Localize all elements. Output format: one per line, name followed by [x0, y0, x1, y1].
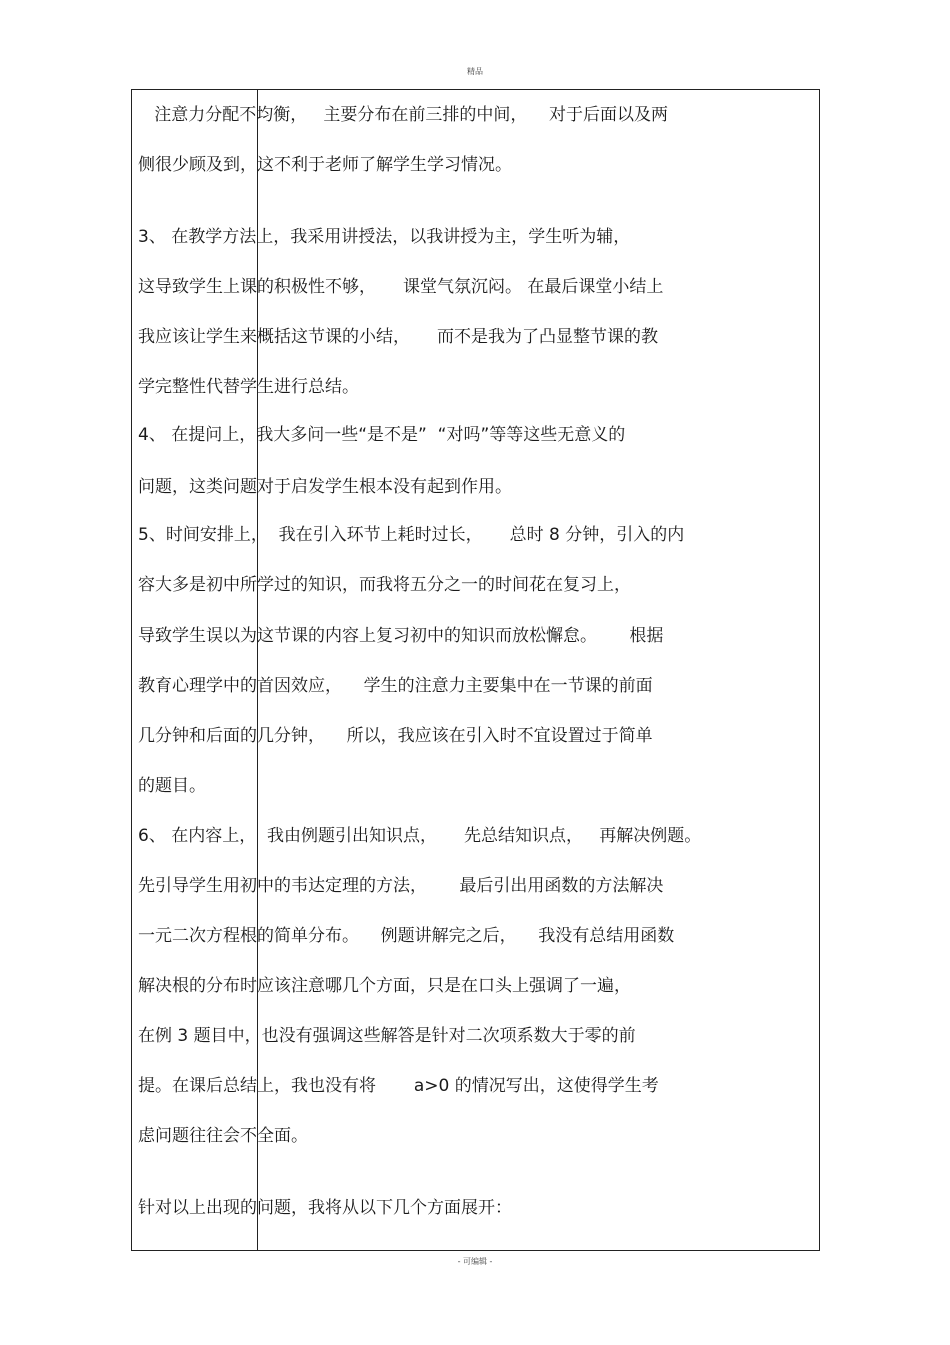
paragraph-line: 解决根的分布时应该注意哪几个方面，只是在口头上强调了一遍， — [138, 976, 631, 996]
paragraph-line: 在例 3 题目中，也没有强调这些解答是针对二次项系数大于零的前 — [138, 1026, 636, 1046]
paragraph-line: 导致学生误以为这节课的内容上复习初中的知识而放松懈怠。 根据 — [138, 626, 664, 646]
paragraph-line: 4、 在提问上，我大多问一些“是不是” “对吗”等等这些无意义的 — [138, 425, 626, 445]
paragraph-line: 几分钟和后面的几分钟， 所以，我应该在引入时不宜设置过于简单 — [138, 726, 653, 746]
paragraph-line: 先引导学生用初中的韦达定理的方法， 最后引出用函数的方法解决 — [138, 876, 664, 896]
paragraph-line: 容大多是初中所学过的知识，而我将五分之一的时间花在复习上， — [138, 575, 631, 595]
paragraph-line: 针对以上出现的问题，我将从以下几个方面展开： — [138, 1198, 512, 1218]
footer-mark: - 可编辑 - — [457, 1257, 493, 1266]
paragraph-line: 教育心理学中的首因效应， 学生的注意力主要集中在一节课的前面 — [138, 676, 653, 696]
paragraph-line: 这导致学生上课的积极性不够， 课堂气氛沉闷。 在最后课堂小结上 — [138, 277, 664, 297]
paragraph-line: 我应该让学生来概括这节课的小结， 而不是我为了凸显整节课的教 — [138, 327, 659, 347]
paragraph-line: 3、 在教学方法上，我采用讲授法，以我讲授为主，学生听为辅， — [138, 227, 631, 247]
paragraph-line: 提。在课后总结上，我也没有将 a>0 的情况写出，这使得学生考 — [138, 1076, 659, 1096]
header-mark: 精品 — [467, 67, 483, 76]
paragraph-line: 的题目。 — [138, 776, 206, 796]
paragraph-line: 一元二次方程根的简单分布。 例题讲解完之后， 我没有总结用函数 — [138, 926, 675, 946]
paragraph-line: 问题，这类问题对于启发学生根本没有起到作用。 — [138, 477, 512, 497]
paragraph-line: 学完整性代替学生进行总结。 — [138, 377, 359, 397]
paragraph-line: 注意力分配不均衡， 主要分布在前三排的中间， 对于后面以及两 — [138, 105, 669, 125]
paragraph-line: 侧很少顾及到，这不利于老师了解学生学习情况。 — [138, 155, 512, 175]
paragraph-line: 6、 在内容上， 我由例题引出知识点， 先总结知识点， 再解决例题。 — [138, 826, 702, 846]
paragraph-line: 虑问题往往会不全面。 — [138, 1126, 308, 1146]
paragraph-line: 5、时间安排上， 我在引入环节上耗时过长， 总时 8 分钟，引入的内 — [138, 525, 685, 545]
